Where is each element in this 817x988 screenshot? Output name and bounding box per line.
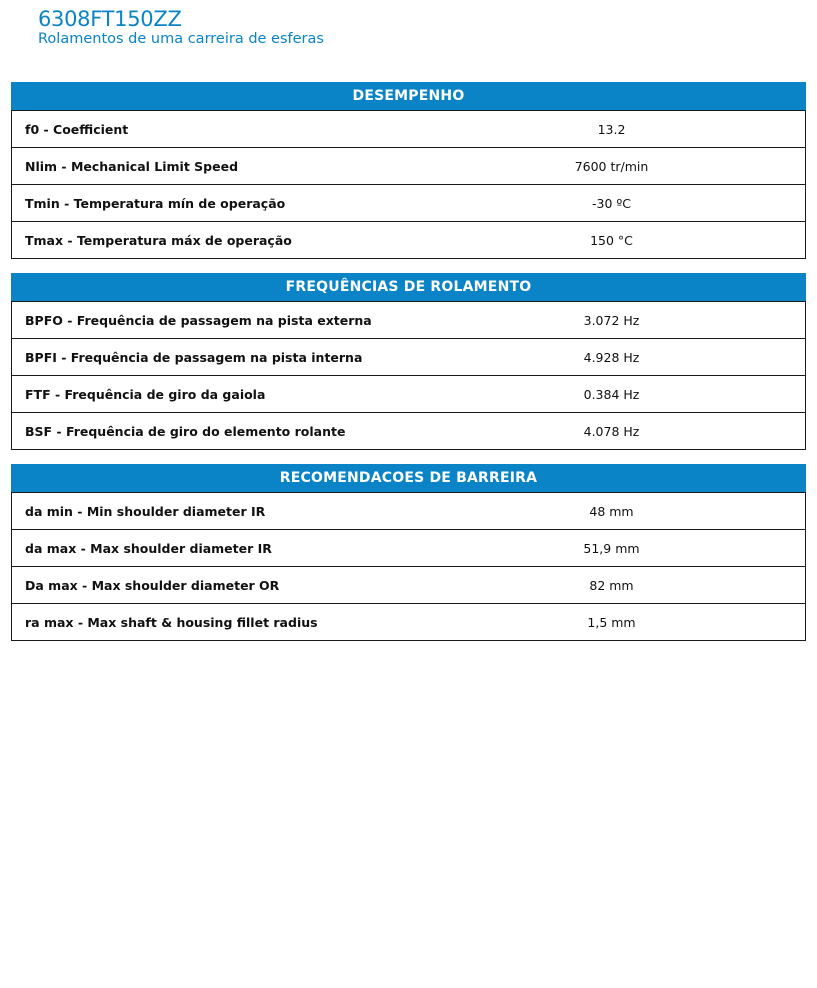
spec-value: 0.384 Hz bbox=[418, 376, 806, 413]
table-row bbox=[12, 302, 806, 339]
spec-value: 13.2 bbox=[418, 111, 806, 148]
spec-label: FTF - Frequência de giro da gaiola bbox=[12, 376, 419, 413]
spec-label: ra max - Max shaft & housing fillet radius bbox=[12, 604, 419, 641]
product-header bbox=[38, 6, 324, 48]
table-row bbox=[12, 530, 806, 567]
spec-table bbox=[11, 301, 806, 450]
spec-value: 51,9 mm bbox=[418, 530, 806, 567]
spec-label: f0 - Coefficient bbox=[12, 111, 419, 148]
table-row bbox=[12, 413, 806, 450]
spec-value: 48 mm bbox=[418, 493, 806, 530]
table-row bbox=[12, 148, 806, 185]
table-row bbox=[12, 222, 806, 259]
spec-label: BPFO - Frequência de passagem na pista externa bbox=[12, 302, 419, 339]
spec-value: 3.072 Hz bbox=[418, 302, 806, 339]
spec-label: Tmax - Temperatura máx de operação bbox=[12, 222, 419, 259]
table-row bbox=[12, 376, 806, 413]
spec-value: 150 °C bbox=[418, 222, 806, 259]
spec-value: 7600 tr/min bbox=[418, 148, 806, 185]
spec-value: 4.078 Hz bbox=[418, 413, 806, 450]
spec-label: BPFI - Frequência de passagem na pista interna bbox=[12, 339, 419, 376]
spec-label: da max - Max shoulder diameter IR bbox=[12, 530, 419, 567]
section-recomendacoes bbox=[11, 464, 806, 641]
spec-value: 1,5 mm bbox=[418, 604, 806, 641]
spec-value: 4.928 Hz bbox=[418, 339, 806, 376]
table-row bbox=[12, 493, 806, 530]
table-row bbox=[12, 185, 806, 222]
spec-label: Tmin - Temperatura mín de operação bbox=[12, 185, 419, 222]
section-title: FREQUÊNCIAS DE ROLAMENTO bbox=[11, 273, 806, 301]
section-title: DESEMPENHO bbox=[11, 82, 806, 110]
spec-table bbox=[11, 110, 806, 259]
spec-label: Nlim - Mechanical Limit Speed bbox=[12, 148, 419, 185]
spec-value: 82 mm bbox=[418, 567, 806, 604]
table-row bbox=[12, 339, 806, 376]
table-row bbox=[12, 604, 806, 641]
section-title: RECOMENDACOES DE BARREIRA bbox=[11, 464, 806, 492]
spec-label: da min - Min shoulder diameter IR bbox=[12, 493, 419, 530]
table-row bbox=[12, 111, 806, 148]
product-code: 6308FT150ZZ bbox=[38, 7, 182, 31]
section-desempenho bbox=[11, 82, 806, 259]
spec-table bbox=[11, 492, 806, 641]
spec-label: Da max - Max shoulder diameter OR bbox=[12, 567, 419, 604]
section-frequencias bbox=[11, 273, 806, 450]
product-description: Rolamentos de uma carreira de esferas bbox=[38, 31, 324, 47]
spec-value: -30 ºC bbox=[418, 185, 806, 222]
spec-label: BSF - Frequência de giro do elemento rolante bbox=[12, 413, 419, 450]
table-row bbox=[12, 567, 806, 604]
